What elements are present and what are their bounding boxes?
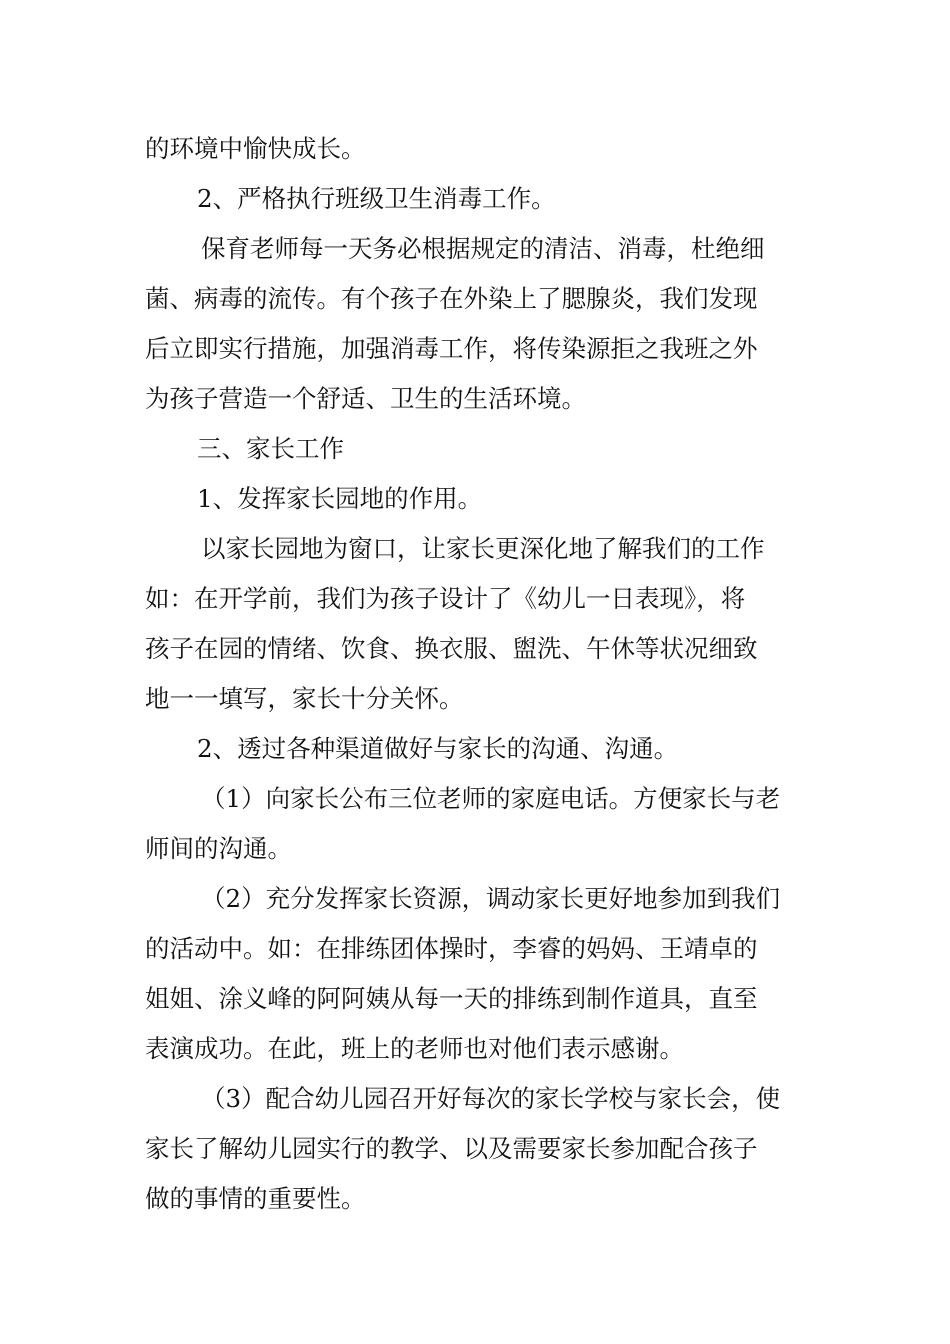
paragraph-line: 孩子在园的情绪、饮食、换衣服、盥洗、午休等状况细致 [145, 634, 758, 663]
list-item-line: 姐姐、涂义峰的阿阿姨从每一天的排练到制作道具，直至 [145, 984, 758, 1013]
paragraph-line: 的环境中愉快成长。 [145, 134, 366, 163]
section-heading: 三、家长工作 [197, 434, 344, 463]
subsection-heading: 2、严格执行班级卫生消毒工作。 [197, 184, 556, 213]
list-item-line: 的活动中。如：在排练团体操时，李睿的妈妈、王靖卓的 [145, 934, 758, 963]
list-item-line: 做的事情的重要性。 [145, 1184, 366, 1213]
document-body [145, 124, 815, 1224]
list-item-line: （2）充分发挥家长资源，调动家长更好地参加到我们 [201, 884, 781, 913]
paragraph-line: 菌、病毒的流传。有个孩子在外染上了腮腺炎，我们发现 [145, 284, 758, 313]
subsection-heading: 2、透过各种渠道做好与家长的沟通、沟通。 [197, 734, 679, 763]
subsection-heading: 1、发挥家长园地的作用。 [197, 484, 483, 513]
list-item-line: 师间的沟通。 [145, 834, 292, 863]
paragraph-line: 如：在开学前，我们为孩子设计了《幼儿一日表现》，将 [145, 584, 746, 613]
paragraph-line: 后立即实行措施，加强消毒工作，将传染源拒之我班之外 [145, 334, 758, 363]
list-item-line: （3）配合幼儿园召开好每次的家长学校与家长会，使 [201, 1084, 781, 1113]
paragraph-line: 为孩子营造一个舒适、卫生的生活环境。 [145, 384, 586, 413]
list-item-line: 表演成功。在此，班上的老师也对他们表示感谢。 [145, 1034, 684, 1063]
list-item-line: （1）向家长公布三位老师的家庭电话。方便家长与老 [201, 784, 781, 813]
list-item-line: 家长了解幼儿园实行的教学、以及需要家长参加配合孩子 [145, 1134, 758, 1163]
paragraph-line: 保育老师每一天务必根据规定的清洁、消毒，杜绝细 [201, 234, 765, 263]
paragraph-line: 地一一填写，家长十分关怀。 [145, 684, 464, 713]
paragraph-line: 以家长园地为窗口，让家长更深化地了解我们的工作 [201, 534, 765, 563]
